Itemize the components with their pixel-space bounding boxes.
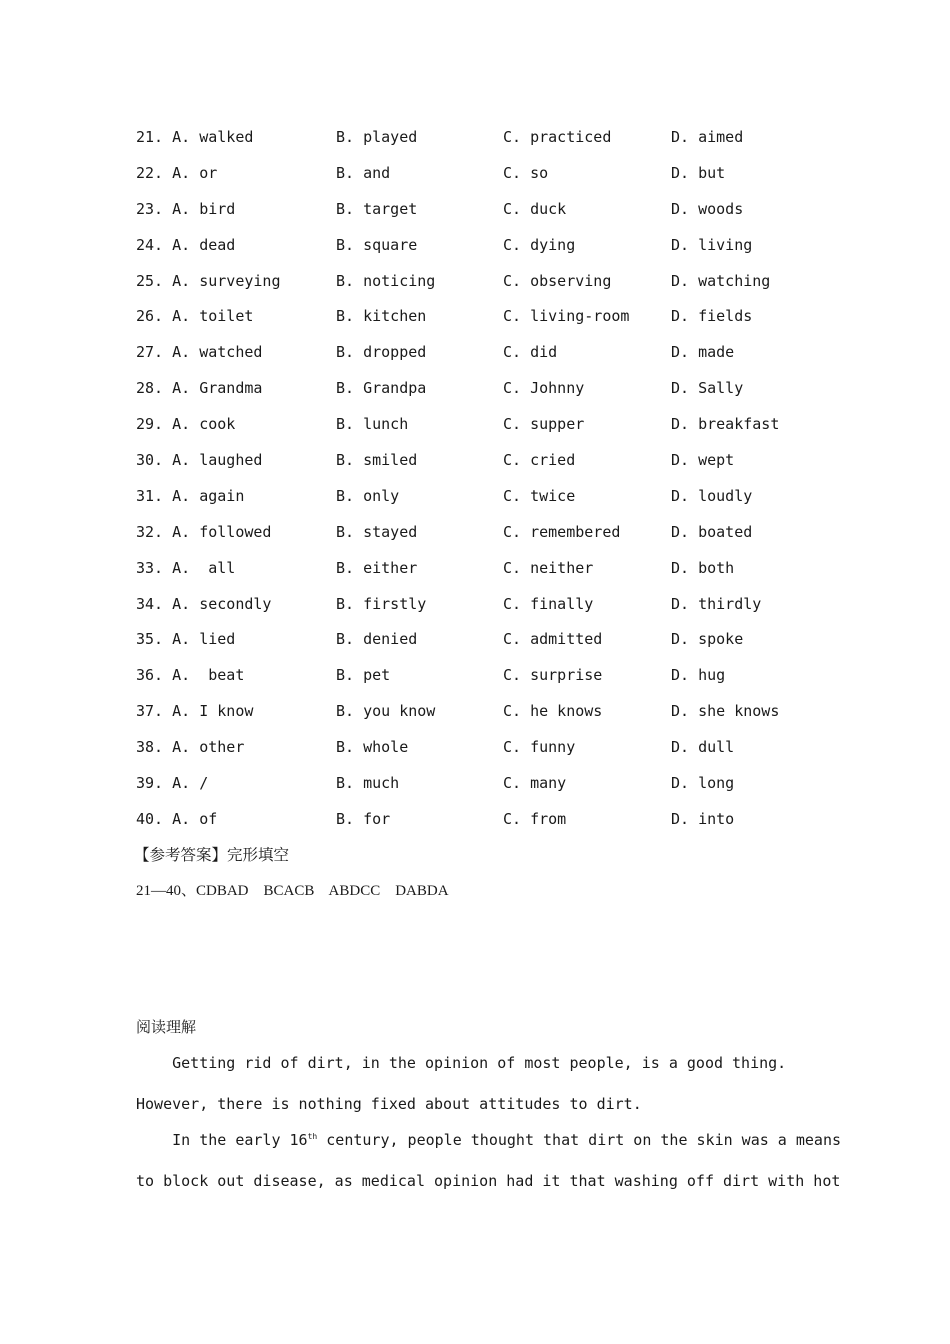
option-a: A. followed <box>172 522 272 541</box>
option-c: C. duck <box>503 199 567 218</box>
option-d: D. breakfast <box>671 415 780 434</box>
answer-key: 21—40、CDBAD BCACB ABDCC DABDA <box>136 883 449 899</box>
paragraph-2-line-1 <box>136 1127 842 1153</box>
option-a: A. watched <box>172 343 263 362</box>
option-d: D. living <box>671 235 753 254</box>
option-d: D. wept <box>671 451 735 470</box>
option-c: C. funny <box>503 738 576 757</box>
question-row <box>0 770 950 806</box>
question-number-and-option-a <box>136 483 244 509</box>
option-b: B. much <box>336 774 400 793</box>
option-a: A. dead <box>172 235 236 254</box>
option-b: B. square <box>336 235 418 254</box>
paragraph-2-line-1-start: In the early 16 <box>136 1131 308 1149</box>
option-c: C. so <box>503 163 549 182</box>
question-number: 29. <box>136 415 164 434</box>
paragraph-1-line-1: Getting rid of dirt, in the opinion of most people, is a good thing. <box>136 1054 787 1072</box>
option-a: A. / <box>172 774 209 793</box>
question-row <box>0 662 950 698</box>
option-c: C. surprise <box>503 666 603 685</box>
question-row <box>0 232 950 268</box>
question-number-and-option-a <box>136 124 253 150</box>
question-number: 25. <box>136 271 164 290</box>
question-row <box>0 806 950 842</box>
question-number-and-option-a <box>136 626 235 652</box>
question-row <box>0 124 950 160</box>
question-number-and-option-a <box>136 375 262 401</box>
question-number: 33. <box>136 558 164 577</box>
option-a: A. toilet <box>172 307 254 326</box>
question-number: 22. <box>136 163 164 182</box>
question-number: 27. <box>136 343 164 362</box>
option-c: C. supper <box>503 415 585 434</box>
option-d: D. dull <box>671 738 735 757</box>
question-number: 37. <box>136 702 164 721</box>
question-number-and-option-a <box>136 303 253 329</box>
question-number-and-option-a <box>136 770 208 796</box>
option-d: D. she knows <box>671 702 780 721</box>
question-row <box>0 339 950 375</box>
option-d: D. thirdly <box>671 594 762 613</box>
option-b: B. Grandpa <box>336 379 427 398</box>
option-a: A. lied <box>172 630 236 649</box>
question-number: 40. <box>136 809 164 828</box>
question-row <box>0 734 950 770</box>
option-b: B. lunch <box>336 415 409 434</box>
option-d: D. into <box>671 809 735 828</box>
option-c: C. did <box>503 343 558 362</box>
option-c: C. dying <box>503 235 576 254</box>
option-c: C. admitted <box>503 630 603 649</box>
option-c: C. observing <box>503 271 612 290</box>
option-d: D. loudly <box>671 486 753 505</box>
option-a: A. cook <box>172 415 236 434</box>
option-d: D. boated <box>671 522 753 541</box>
option-a: A. all <box>172 558 236 577</box>
option-b: B. dropped <box>336 343 427 362</box>
question-number-and-option-a <box>136 160 217 186</box>
question-row <box>0 303 950 339</box>
question-number: 26. <box>136 307 164 326</box>
option-d: D. Sally <box>671 379 744 398</box>
question-row <box>0 447 950 483</box>
question-row <box>0 411 950 447</box>
question-number-and-option-a <box>136 555 235 581</box>
question-row <box>0 591 950 627</box>
option-b: B. for <box>336 809 391 828</box>
option-c: C. many <box>503 774 567 793</box>
option-b: B. only <box>336 486 400 505</box>
option-a: A. again <box>172 486 245 505</box>
option-c: C. neither <box>503 558 594 577</box>
question-row <box>0 483 950 519</box>
option-d: D. but <box>671 163 726 182</box>
option-d: D. watching <box>671 271 771 290</box>
question-row <box>0 698 950 734</box>
question-number-and-option-a <box>136 232 235 258</box>
option-b: B. either <box>336 558 418 577</box>
question-number-and-option-a <box>136 806 217 832</box>
paragraph-2-line-2: to block out disease, as medical opinion had it that washing off dirt with hot <box>136 1172 841 1190</box>
reading-section-title: 阅读理解 <box>136 1018 197 1036</box>
question-number: 36. <box>136 666 164 685</box>
question-number: 21. <box>136 128 164 146</box>
option-a: A. surveying <box>172 271 281 290</box>
option-a: A. laughed <box>172 451 263 470</box>
paragraph-2-line-1-end: century, people thought that dirt on the skin was a means <box>317 1131 842 1149</box>
question-number: 39. <box>136 774 164 793</box>
question-row <box>0 196 950 232</box>
option-a: A. of <box>172 809 218 828</box>
question-number: 32. <box>136 522 164 541</box>
question-number-and-option-a <box>136 662 244 688</box>
option-b: B. noticing <box>336 271 436 290</box>
option-d: D. hug <box>671 666 726 685</box>
option-c: C. twice <box>503 486 576 505</box>
question-row <box>0 626 950 662</box>
question-number: 23. <box>136 199 164 218</box>
question-number-and-option-a <box>136 196 235 222</box>
question-number-and-option-a <box>136 411 235 437</box>
option-b: B. pet <box>336 666 391 685</box>
question-number-and-option-a <box>136 519 271 545</box>
question-number-and-option-a <box>136 734 244 760</box>
question-number-and-option-a <box>136 698 253 724</box>
question-number: 30. <box>136 451 164 470</box>
option-d: D. fields <box>671 307 753 326</box>
question-number: 34. <box>136 594 164 613</box>
question-number-and-option-a <box>136 339 262 365</box>
question-row <box>0 519 950 555</box>
option-d: D. made <box>671 343 735 362</box>
option-a: A. bird <box>172 199 236 218</box>
answer-heading: 【参考答案】完形填空 <box>134 846 290 864</box>
option-a: A. beat <box>172 666 245 685</box>
question-number: 35. <box>136 630 164 649</box>
question-number: 38. <box>136 738 164 757</box>
option-c: C. he knows <box>503 702 603 721</box>
question-number-and-option-a <box>136 447 262 473</box>
option-d: D. woods <box>671 199 744 218</box>
question-row <box>0 375 950 411</box>
option-b: B. target <box>336 199 418 218</box>
option-b: B. kitchen <box>336 307 427 326</box>
option-b: B. you know <box>336 702 436 721</box>
option-b: B. smiled <box>336 451 418 470</box>
option-d: D. long <box>671 774 735 793</box>
option-a: A. walked <box>172 128 254 146</box>
option-c: C. cried <box>503 451 576 470</box>
option-b: B. whole <box>336 738 409 757</box>
option-a: A. other <box>172 738 245 757</box>
option-b: B. and <box>336 163 391 182</box>
option-b: B. firstly <box>336 594 427 613</box>
question-number: 31. <box>136 486 164 505</box>
option-b: B. denied <box>336 630 418 649</box>
option-d: D. spoke <box>671 630 744 649</box>
option-a: A. or <box>172 163 218 182</box>
paragraph-1-line-2: However, there is nothing fixed about attitudes to dirt. <box>136 1095 642 1113</box>
question-number-and-option-a <box>136 268 281 294</box>
question-number: 24. <box>136 235 164 254</box>
option-a: A. secondly <box>172 594 272 613</box>
option-a: A. I know <box>172 702 254 721</box>
option-c: C. Johnny <box>503 379 585 398</box>
option-d: D. both <box>671 558 735 577</box>
option-c: C. from <box>503 809 567 828</box>
question-number: 28. <box>136 379 164 398</box>
option-b: B. stayed <box>336 522 418 541</box>
question-number-and-option-a <box>136 591 271 617</box>
ordinal-superscript: th <box>307 1132 318 1141</box>
option-c: C. remembered <box>503 522 621 541</box>
option-c: C. practiced <box>503 128 612 146</box>
option-d: D. aimed <box>671 128 744 146</box>
option-c: C. living-room <box>503 307 630 326</box>
question-row <box>0 555 950 591</box>
option-b: B. played <box>336 128 418 146</box>
question-row <box>0 268 950 304</box>
option-a: A. Grandma <box>172 379 263 398</box>
cloze-options <box>0 124 950 842</box>
option-c: C. finally <box>503 594 594 613</box>
question-row <box>0 160 950 196</box>
